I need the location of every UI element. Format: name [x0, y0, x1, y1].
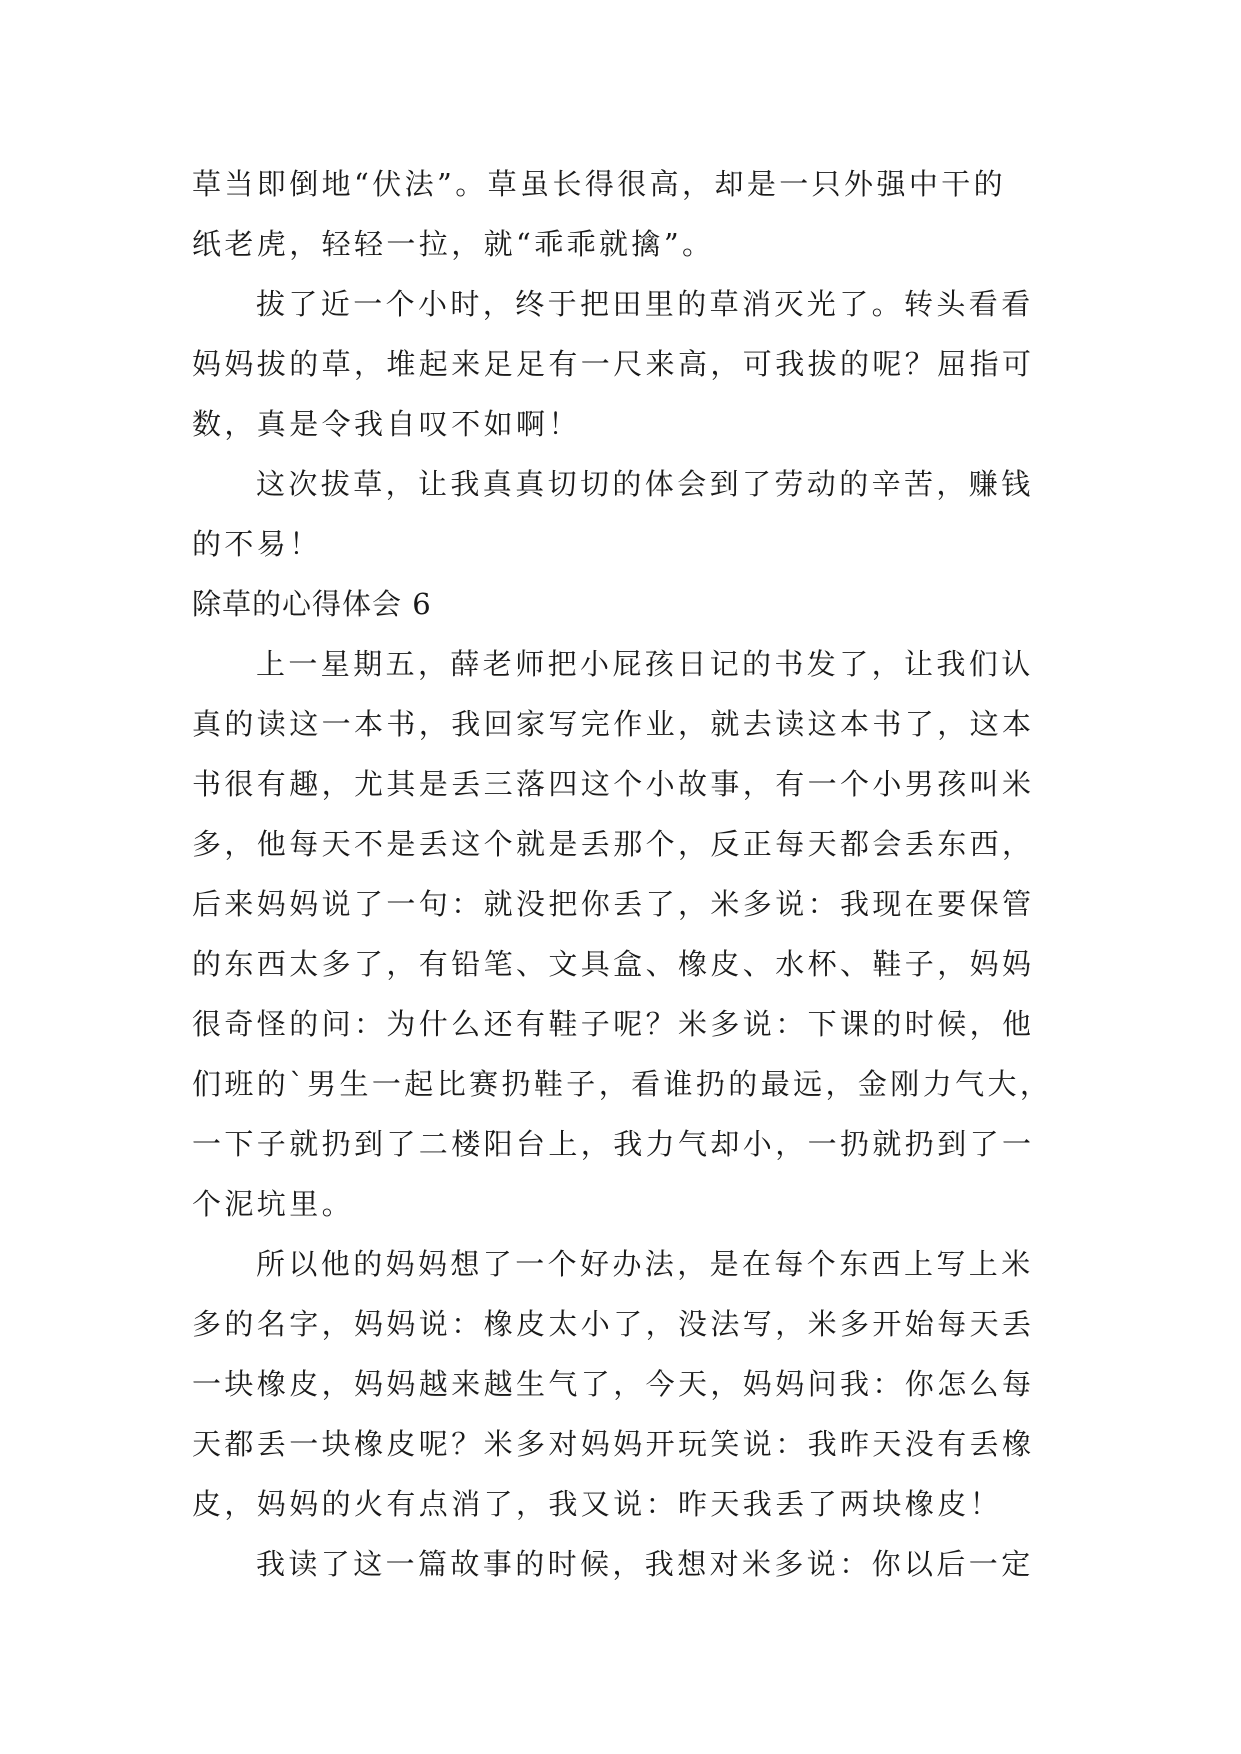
- paragraph-start: 所以他的妈妈想了一个好办法，是在每个东西上写上米: [256, 1247, 1034, 1281]
- text-line: 们班的`男生一起比赛扔鞋子，看谁扔的最远，金刚力气大，: [192, 1067, 1053, 1101]
- document-body: [192, 154, 1056, 1594]
- text-line: 多，他每天不是丢这个就是丢那个，反正每天都会丢东西，: [192, 827, 1035, 861]
- text-line: 书很有趣，尤其是丢三落四这个小故事，有一个小男孩叫米: [192, 767, 1035, 801]
- paragraph-start: 我读了这一篇故事的时候，我想对米多说：你以后一定: [256, 1547, 1034, 1581]
- text-line: 妈妈拔的草，堆起来足足有一尺来高，可我拔的呢？屈指可: [192, 347, 1035, 381]
- text-line: 多的名字，妈妈说：橡皮太小了，没法写，米多开始每天丢: [192, 1307, 1035, 1341]
- paragraph-start: 这次拔草，让我真真切切的体会到了劳动的辛苦，赚钱: [256, 467, 1034, 501]
- text-line: 的不易！: [192, 527, 322, 561]
- paragraph-start: 上一星期五，薛老师把小屁孩日记的书发了，让我们认: [256, 647, 1034, 681]
- text-line: 数，真是令我自叹不如啊！: [192, 407, 581, 441]
- text-line: 皮，妈妈的火有点消了，我又说：昨天我丢了两块橡皮！: [192, 1487, 1003, 1521]
- text-line: 一下子就扔到了二楼阳台上，我力气却小，一扔就扔到了一: [192, 1127, 1035, 1161]
- text-line: 个泥坑里。: [192, 1187, 355, 1221]
- text-line: 很奇怪的问：为什么还有鞋子呢？米多说：下课的时候，他: [192, 1007, 1035, 1041]
- section-heading: 除草的心得体会 6: [192, 587, 432, 621]
- text-line: 一块橡皮，妈妈越来越生气了，今天，妈妈问我：你怎么每: [192, 1367, 1035, 1401]
- text-line: 天都丢一块橡皮呢？米多对妈妈开玩笑说：我昨天没有丢橡: [192, 1427, 1035, 1461]
- text-line: 的东西太多了，有铅笔、文具盒、橡皮、水杯、鞋子，妈妈: [192, 947, 1035, 981]
- text-line: 真的读这一本书，我回家写完作业，就去读这本书了，这本: [192, 707, 1035, 741]
- text-line: 纸老虎，轻轻一拉，就“乖乖就擒”。: [192, 227, 715, 261]
- text-line: 草当即倒地“伏法”。草虽长得很高，却是一只外强中干的: [192, 167, 1007, 201]
- paragraph-start: 拔了近一个小时，终于把田里的草消灭光了。转头看看: [256, 287, 1034, 321]
- text-line: 后来妈妈说了一句：就没把你丢了，米多说：我现在要保管: [192, 887, 1035, 921]
